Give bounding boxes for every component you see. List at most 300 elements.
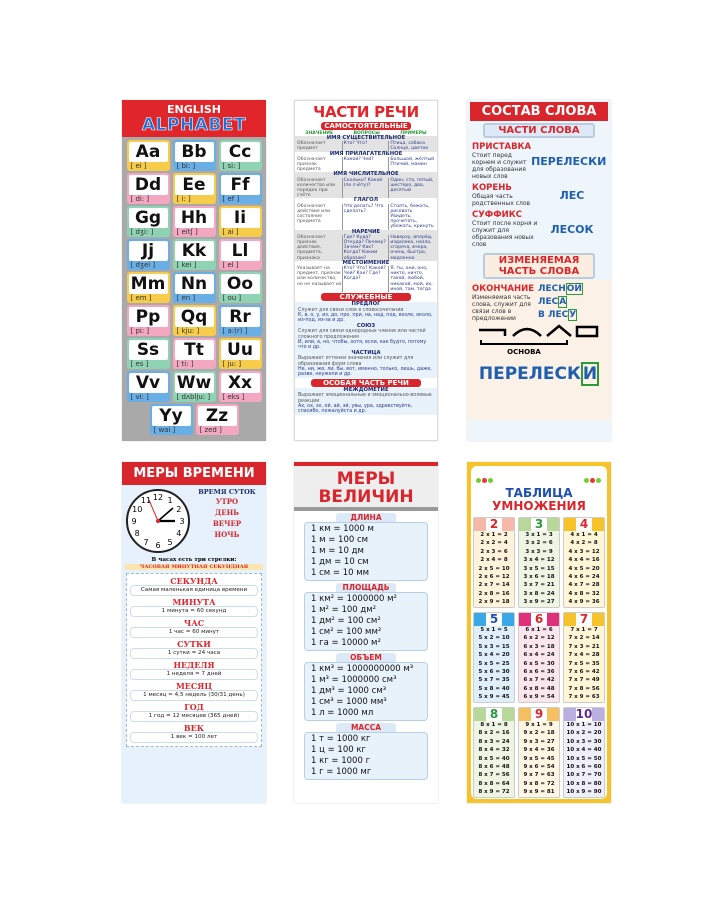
letter-tile bbox=[127, 272, 170, 303]
measure-row: 1 см² = 100 мм² bbox=[311, 627, 382, 637]
table-block bbox=[473, 517, 515, 608]
table-row: 3 x 1 = 3 bbox=[525, 532, 553, 538]
table-row: 6 x 1 = 6 bbox=[525, 627, 553, 633]
measures-header bbox=[294, 462, 438, 511]
transcription: [ pi: ] bbox=[130, 327, 150, 335]
measure-row: 1 л = 1000 мл bbox=[311, 708, 374, 718]
letter-tile bbox=[127, 206, 170, 237]
table-row: 4 x 4 = 16 bbox=[568, 557, 600, 564]
poster-parts-of-speech bbox=[294, 100, 438, 441]
part-row bbox=[295, 178, 437, 199]
letter-tile bbox=[219, 272, 262, 303]
clock-number: 1 bbox=[167, 496, 173, 506]
transcription: [ eitʃ ] bbox=[176, 228, 198, 236]
letter-tile bbox=[127, 140, 170, 171]
table-row: 7 x 5 = 35 bbox=[568, 660, 600, 667]
letter-tile bbox=[196, 404, 239, 435]
letter-tile bbox=[173, 239, 216, 270]
clock-number: 11 bbox=[140, 496, 152, 506]
table-row: 9 x 7 = 63 bbox=[523, 772, 555, 779]
table-block bbox=[563, 517, 605, 608]
letter: Ff bbox=[221, 175, 260, 195]
ending-heading: ОКОНЧАНИЕ bbox=[472, 283, 534, 294]
table-row: 5 x 6 = 30 bbox=[478, 669, 510, 676]
part-examples: Птица, собака Солнце, цветок bbox=[388, 141, 435, 151]
clock-number: 6 bbox=[155, 541, 161, 550]
table-block bbox=[473, 707, 515, 798]
table-row: 9 x 1 = 9 bbox=[525, 722, 553, 728]
time-unit-name: СЕКУНДА bbox=[170, 576, 218, 586]
transcription: [ ju: ] bbox=[222, 360, 242, 368]
table-number: 8 bbox=[474, 708, 514, 721]
letter: Pp bbox=[129, 307, 168, 327]
time-unit bbox=[130, 681, 258, 701]
measure-box bbox=[304, 732, 428, 780]
changeable-part-title: ИЗМЕНЯЕМАЯ ЧАСТЬ СЛОВА bbox=[483, 253, 595, 279]
table-row: 4 x 8 = 32 bbox=[568, 590, 600, 597]
letter: Nn bbox=[175, 274, 214, 294]
table-number: 5 bbox=[474, 613, 514, 626]
letter-tile bbox=[173, 338, 216, 369]
part-meaning: Обозначает предмет bbox=[297, 141, 326, 152]
table-row: 4 x 7 = 28 bbox=[568, 582, 600, 589]
transcription: [ el ] bbox=[222, 261, 239, 269]
table-row: 10 x 5 = 50 bbox=[566, 755, 602, 762]
table-row: 10 x 1 = 10 bbox=[566, 722, 602, 728]
ending-desc: Изменяемая часть слова, служит для связи слов в предложении bbox=[472, 293, 531, 322]
clock-number: 4 bbox=[176, 529, 182, 538]
letter: Aa bbox=[129, 142, 168, 162]
time-unit-value: Самая маленькая единица времени bbox=[130, 585, 258, 596]
measure-heading: ПЛОЩАДЬ bbox=[336, 583, 396, 592]
table-row: 3 x 4 = 12 bbox=[523, 557, 555, 564]
transcription: [ dʒi: ] bbox=[130, 228, 154, 236]
table-row: 7 x 3 = 21 bbox=[568, 643, 600, 650]
measure-row: 1 м² = 100 дм² bbox=[311, 605, 377, 615]
time-unit-name: МИНУТА bbox=[172, 597, 216, 607]
transcription: [ ef ] bbox=[222, 195, 240, 203]
letter-tile bbox=[173, 173, 216, 204]
part-section bbox=[295, 261, 437, 292]
transcription: [ zed ] bbox=[199, 426, 222, 434]
table-number: 2 bbox=[474, 518, 514, 531]
measure-heading: ОБЪЕМ bbox=[336, 653, 396, 662]
time-unit-value: 1 век = 100 лет bbox=[130, 732, 258, 743]
morpheme-symbols-icon bbox=[467, 322, 611, 360]
measure-box bbox=[304, 662, 428, 721]
time-unit-name: СУТКИ bbox=[177, 639, 211, 649]
letter: Ee bbox=[175, 175, 214, 195]
table-row: 6 x 3 = 18 bbox=[523, 643, 555, 650]
table-number: 7 bbox=[564, 613, 604, 626]
time-of-day-heading: ВРЕМЯ СУТОК bbox=[198, 488, 256, 496]
measures-title-2: ВЕЛИЧИН bbox=[318, 487, 414, 507]
part-questions: Кто? Что? Какой? Чей? Как? Где? Когда? bbox=[342, 266, 389, 292]
table-block bbox=[563, 612, 605, 703]
measure-heading: МАССА bbox=[336, 723, 396, 732]
table-row: 5 x 2 = 10 bbox=[478, 635, 510, 642]
table-row: 10 x 4 = 40 bbox=[566, 747, 602, 754]
time-unit bbox=[130, 618, 258, 638]
morpheme-heading: СУФФИКС bbox=[472, 210, 522, 220]
letter: Oo bbox=[221, 274, 260, 294]
table-block bbox=[563, 707, 605, 798]
measure-section bbox=[304, 513, 428, 581]
service-examples: Не, ни, же, ли, бы, вот, именно, только, лишь, даже, разве, неужели и др. bbox=[298, 366, 432, 378]
letter: Bb bbox=[175, 142, 214, 162]
transcription: [ kei ] bbox=[176, 261, 197, 269]
letter-tile bbox=[173, 305, 216, 336]
letter: Mm bbox=[129, 274, 168, 294]
measure-row: 1 км = 1000 м bbox=[311, 524, 374, 534]
table-row: 4 x 5 = 20 bbox=[568, 565, 600, 572]
part-examples: Большой, жёлтый Птичий, мамин bbox=[388, 157, 435, 173]
table-row: 6 x 9 = 54 bbox=[523, 694, 555, 701]
measure-section bbox=[304, 583, 428, 651]
alphabet-title: ALPHABET bbox=[142, 115, 246, 135]
table-row: 8 x 5 = 40 bbox=[478, 755, 510, 762]
ending-word bbox=[538, 283, 583, 296]
ending-examples bbox=[538, 283, 583, 322]
letter: Xx bbox=[221, 373, 260, 393]
morpheme-text bbox=[472, 183, 538, 207]
table-row: 6 x 5 = 30 bbox=[523, 660, 555, 667]
time-unit-name: НЕДЕЛЯ bbox=[173, 660, 215, 670]
transcription: [ a:(r) ] bbox=[222, 327, 248, 335]
hand-second: СЕКУНДНАЯ bbox=[209, 564, 249, 570]
morpheme-item bbox=[467, 207, 611, 248]
letter: Ss bbox=[129, 340, 168, 360]
time-title: МЕРЫ ВРЕМЕНИ bbox=[122, 462, 266, 485]
table-row: 8 x 7 = 56 bbox=[478, 772, 510, 779]
time-unit-value: 1 сутки = 24 часа bbox=[130, 648, 258, 659]
table-row: 7 x 6 = 42 bbox=[568, 669, 600, 676]
clock-icon bbox=[125, 488, 191, 554]
morpheme-example: ЛЕСОК bbox=[550, 222, 594, 236]
table-number: 9 bbox=[519, 708, 559, 721]
letter-tile bbox=[219, 206, 262, 237]
measure-row: 1 км³ = 1000000000 м³ bbox=[311, 664, 414, 674]
letter: Rr bbox=[221, 307, 260, 327]
transcription: [ di: ] bbox=[130, 195, 150, 203]
part-heading: ИМЯ ПРИЛАГАТЕЛЬНОЕ bbox=[329, 150, 403, 157]
service-banner: СЛУЖЕБНЫЕ bbox=[321, 293, 411, 301]
alphabet-title-english: ENGLISH bbox=[167, 103, 221, 116]
table-row: 4 x 3 = 12 bbox=[568, 548, 600, 555]
transcription: [ eks ] bbox=[222, 393, 245, 401]
period-day: ДЕНЬ bbox=[215, 508, 239, 517]
measure-row: 1 м = 100 см bbox=[311, 535, 369, 545]
measures-sections bbox=[294, 513, 438, 780]
service-heading: ПРЕДЛОГ bbox=[351, 301, 381, 308]
measure-row: 1 м = 10 дм bbox=[311, 546, 364, 556]
transcription: [ en ] bbox=[176, 294, 196, 302]
poster-english-alphabet bbox=[122, 100, 266, 441]
table-row: 2 x 3 = 6 bbox=[480, 548, 508, 555]
clock-number: 2 bbox=[176, 505, 182, 514]
transcription: [ ai ] bbox=[222, 228, 239, 236]
table-block bbox=[518, 612, 560, 703]
table-row: 2 x 1 = 2 bbox=[480, 532, 508, 538]
table-row: 3 x 5 = 15 bbox=[523, 565, 555, 572]
multiplication-grid bbox=[471, 513, 607, 802]
morpheme-heading: КОРЕНЬ bbox=[472, 183, 512, 193]
time-unit-value: 1 месяц ≈ 4,5 недель (30/31 день) bbox=[130, 690, 258, 701]
transcription: [ dʌblju: ] bbox=[176, 393, 211, 401]
letter-tile bbox=[127, 338, 170, 369]
letter-tile bbox=[219, 305, 262, 336]
interjection-section bbox=[295, 388, 437, 415]
table-row: 8 x 9 = 72 bbox=[478, 789, 510, 796]
time-unit-value: 1 час = 60 минут bbox=[130, 627, 258, 638]
measure-row: 1 ц = 100 кг bbox=[311, 745, 366, 755]
morpheme-text bbox=[472, 142, 531, 180]
table-row: 2 x 9 = 18 bbox=[478, 599, 510, 606]
table-row: 7 x 8 = 56 bbox=[568, 685, 600, 692]
table-row: 5 x 5 = 25 bbox=[478, 660, 510, 667]
time-unit-name: ЧАС bbox=[183, 618, 205, 628]
table-number: 3 bbox=[519, 518, 559, 531]
clock-number: 9 bbox=[131, 517, 137, 526]
morpheme-desc: Стоит перед корнем и служит для образования новых слов bbox=[472, 152, 527, 180]
table-row: 2 x 4 = 8 bbox=[480, 557, 508, 564]
part-heading: ИМЯ СУЩЕСТВИТЕЛЬНОЕ bbox=[326, 135, 406, 141]
time-unit-name: МЕСЯЦ bbox=[175, 681, 213, 691]
letter-tile bbox=[219, 173, 262, 204]
base-label: ОСНОВА bbox=[507, 348, 541, 356]
letter: Qq bbox=[175, 307, 214, 327]
ending-stem: В ЛЕС bbox=[538, 310, 569, 320]
measure-row: 1 км² = 1000000 м² bbox=[311, 594, 397, 604]
table-row: 5 x 9 = 45 bbox=[478, 694, 510, 701]
letter: Ll bbox=[221, 241, 260, 261]
table-row: 7 x 9 = 63 bbox=[568, 694, 600, 701]
measure-box bbox=[304, 592, 428, 651]
measure-row: 1 дм = 10 см bbox=[311, 557, 369, 567]
part-heading: ИМЯ ЧИСЛИТЕЛЬНОЕ bbox=[333, 171, 399, 178]
ending-stem: ЛЕС bbox=[538, 297, 559, 307]
part-meaning: Обозначает количество или порядок при счёте bbox=[297, 177, 336, 199]
letter-tile bbox=[127, 173, 170, 204]
parts-title: ЧАСТИ РЕЧИ bbox=[313, 103, 419, 121]
table-row: 10 x 7 = 70 bbox=[566, 772, 602, 779]
time-unit bbox=[130, 597, 258, 617]
time-unit bbox=[130, 639, 258, 659]
table-block bbox=[518, 517, 560, 608]
period-evening: ВЕЧЕР bbox=[212, 519, 242, 528]
table-row: 2 x 7 = 14 bbox=[478, 582, 510, 589]
part-examples: Наверху, вперёд, издалека, назло, сгоряча, вчера, очень, быстро, медленно bbox=[388, 235, 435, 261]
table-row: 9 x 9 = 81 bbox=[523, 789, 555, 796]
service-examples: И, или, а, но, чтобы, хотя, если, как будто, потому что и др. bbox=[298, 339, 427, 351]
letter-tile bbox=[173, 272, 216, 303]
transcription: [ wai ] bbox=[153, 426, 176, 434]
part-questions: Сколько? Какой (по счёту)? bbox=[342, 178, 389, 199]
letter-tile bbox=[219, 239, 262, 270]
table-row: 8 x 4 = 32 bbox=[478, 747, 510, 754]
time-unit bbox=[130, 660, 258, 680]
clock-number: 5 bbox=[167, 537, 173, 547]
poster-measures bbox=[294, 462, 438, 803]
morpheme-example: ПЕРЕЛЕСКИ bbox=[531, 154, 607, 168]
measure-row: 1 см³ = 1000 мм³ bbox=[311, 697, 387, 707]
time-units-list bbox=[126, 573, 262, 747]
morpheme-item bbox=[467, 180, 611, 207]
letter: Zz bbox=[198, 406, 237, 426]
table-row: 2 x 6 = 12 bbox=[478, 574, 510, 581]
measure-section bbox=[304, 653, 428, 721]
time-unit-value: 1 год = 12 месяцев (365 дней) bbox=[130, 711, 258, 722]
measure-row: 1 т = 1000 кг bbox=[311, 734, 371, 744]
table-row: 3 x 8 = 24 bbox=[523, 590, 555, 597]
hand-minute: МИНУТНАЯ bbox=[171, 564, 208, 570]
table-row: 7 x 4 = 28 bbox=[568, 652, 600, 659]
independent-banner: САМОСТОЯТЕЛЬНЫЕ bbox=[321, 122, 411, 130]
period-morning: УТРО bbox=[215, 497, 239, 506]
table-row: 9 x 6 = 54 bbox=[523, 764, 555, 771]
table-row: 5 x 8 = 40 bbox=[478, 685, 510, 692]
letter-tile bbox=[173, 371, 216, 402]
table-row: 8 x 1 = 8 bbox=[480, 722, 508, 728]
time-unit-value: 1 минута = 60 секунд bbox=[130, 606, 258, 617]
morpheme-desc: Общая часть родственных слов bbox=[472, 193, 531, 207]
interjection-heading: МЕЖДОМЕТИЕ bbox=[343, 386, 389, 393]
table-row: 2 x 8 = 16 bbox=[478, 590, 510, 597]
letter: Hh bbox=[175, 208, 214, 228]
service-section bbox=[295, 324, 437, 351]
part-heading: НАРЕЧИЕ bbox=[351, 228, 381, 235]
part-row bbox=[295, 266, 437, 292]
letter: Gg bbox=[129, 208, 168, 228]
table-number: 4 bbox=[564, 518, 604, 531]
table-block bbox=[473, 612, 515, 703]
table-row: 5 x 3 = 15 bbox=[478, 643, 510, 650]
ending-stem: ЛЕСН bbox=[538, 284, 566, 294]
decor-dots bbox=[471, 466, 607, 487]
measure-row: 1 дм³ = 1000 см³ bbox=[311, 686, 387, 696]
table-row: 9 x 3 = 27 bbox=[523, 738, 555, 745]
letter: Yy bbox=[152, 406, 191, 426]
table-row: 6 x 8 = 48 bbox=[523, 685, 555, 692]
table-row: 8 x 2 = 16 bbox=[478, 730, 510, 737]
special-banner: ОСОБАЯ ЧАСТЬ РЕЧИ bbox=[311, 379, 421, 387]
service-desc: Служит для связи однородных членов или частей сложного предложения bbox=[298, 329, 426, 340]
part-questions: Кто? Что? bbox=[342, 141, 389, 151]
service-examples: К, в, о, у, из, до, про, при, на, над, под, возле, около, из-под, из-за и др. bbox=[298, 312, 433, 324]
table-number: 10 bbox=[564, 708, 604, 721]
ending-box: А bbox=[559, 297, 567, 307]
composition-subtitle: ЧАСТИ СЛОВА bbox=[483, 123, 595, 138]
big-word-ending: И bbox=[582, 364, 598, 384]
morpheme-item bbox=[467, 139, 611, 180]
col-questions: ВОПРОСЫ bbox=[353, 131, 380, 136]
letter-tile bbox=[127, 371, 170, 402]
measure-row: 1 кг = 1000 г bbox=[311, 756, 371, 766]
morpheme-text bbox=[472, 210, 538, 248]
part-meaning: Обозначает признак предмета bbox=[297, 156, 326, 173]
table-row: 8 x 8 = 64 bbox=[478, 780, 510, 787]
clock-number: 12 bbox=[152, 493, 164, 502]
ending-word bbox=[538, 296, 583, 309]
table-row: 10 x 6 = 60 bbox=[566, 764, 602, 771]
table-row: 7 x 7 = 49 bbox=[568, 677, 600, 684]
period-night: НОЧЬ bbox=[214, 530, 240, 539]
part-section bbox=[295, 230, 437, 261]
table-row: 5 x 4 = 20 bbox=[478, 652, 510, 659]
big-word-stem: ПЕРЕЛЕСК bbox=[478, 364, 581, 384]
clock-number: 7 bbox=[143, 537, 149, 547]
table-row: 6 x 4 = 24 bbox=[523, 652, 555, 659]
table-row: 2 x 2 = 4 bbox=[480, 540, 508, 547]
service-heading: СОЮЗ bbox=[356, 322, 376, 329]
table-row: 4 x 2 = 8 bbox=[570, 540, 598, 547]
letter: Ii bbox=[221, 208, 260, 228]
transcription: [ ei ] bbox=[130, 162, 147, 170]
clock-number: 10 bbox=[132, 505, 143, 514]
clock-number: 8 bbox=[134, 529, 140, 538]
table-row: 3 x 6 = 18 bbox=[523, 574, 555, 581]
table-row: 3 x 9 = 27 bbox=[523, 599, 555, 606]
measure-section bbox=[304, 723, 428, 780]
table-row: 3 x 3 = 9 bbox=[525, 548, 553, 555]
morpheme-example: ЛЕС bbox=[559, 188, 585, 202]
part-row bbox=[295, 204, 437, 230]
part-meaning: Обозначает признак действия, предмета, признака bbox=[297, 234, 326, 261]
part-heading: ГЛАГОЛ bbox=[353, 197, 379, 204]
poster-multiplication-table bbox=[467, 462, 611, 803]
measure-row: 1 м³ = 1000000 см³ bbox=[311, 675, 397, 685]
table-row: 5 x 7 = 35 bbox=[478, 677, 510, 684]
letter-tile bbox=[173, 140, 216, 171]
composition-items bbox=[467, 139, 611, 248]
part-examples: Стоять, бежать, рисовать Увидеть, прочитать, убежать, кринуть bbox=[390, 203, 434, 230]
ending-item bbox=[467, 280, 611, 322]
ending-box: У bbox=[569, 310, 577, 320]
table-row: 4 x 1 = 4 bbox=[570, 532, 598, 538]
measure-box bbox=[304, 522, 428, 581]
letter: Cc bbox=[221, 142, 260, 162]
table-row: 10 x 3 = 30 bbox=[566, 738, 602, 745]
part-examples: Один, сто, пятый, шестеро, два, десятый bbox=[388, 178, 435, 199]
table-row: 3 x 7 = 21 bbox=[523, 582, 555, 589]
morpheme-heading: ПРИСТАВКА bbox=[472, 142, 532, 152]
service-sections bbox=[295, 302, 437, 378]
measure-row: 1 см = 10 мм bbox=[311, 568, 370, 578]
multiplication-title-1: ТАБЛИЦА bbox=[505, 486, 573, 500]
transcription: [ kju: ] bbox=[176, 327, 200, 335]
letter: Uu bbox=[221, 340, 260, 360]
time-unit-name: ВЕК bbox=[183, 723, 205, 733]
interjection-desc: Выражает эмоциональные и эмоционально-волевые реакции bbox=[298, 393, 432, 404]
table-row: 4 x 9 = 36 bbox=[568, 599, 600, 606]
measure-heading: ДЛИНА bbox=[336, 513, 396, 522]
part-section bbox=[295, 152, 437, 173]
letter-tile bbox=[219, 338, 262, 369]
measures-title-1: МЕРЫ bbox=[336, 469, 396, 489]
interjection-examples: Ах, ох, эх, ой, ай, эй, увы, ура, здравствуйте, спасибо, пожалуйста и др. bbox=[298, 404, 413, 415]
table-row: 6 x 6 = 36 bbox=[523, 669, 555, 676]
service-section bbox=[295, 302, 437, 324]
transcription: [ ti: ] bbox=[176, 360, 194, 368]
time-unit-value: 1 неделя = 7 дней bbox=[130, 669, 258, 680]
alphabet-grid bbox=[122, 137, 266, 438]
table-row: 7 x 1 = 7 bbox=[570, 627, 598, 633]
table-row: 4 x 6 = 24 bbox=[568, 574, 600, 581]
letter: Tt bbox=[175, 340, 214, 360]
table-row: 6 x 7 = 42 bbox=[523, 677, 555, 684]
table-row: 6 x 2 = 12 bbox=[523, 635, 555, 642]
part-questions: Какой? Чей? bbox=[342, 157, 389, 173]
